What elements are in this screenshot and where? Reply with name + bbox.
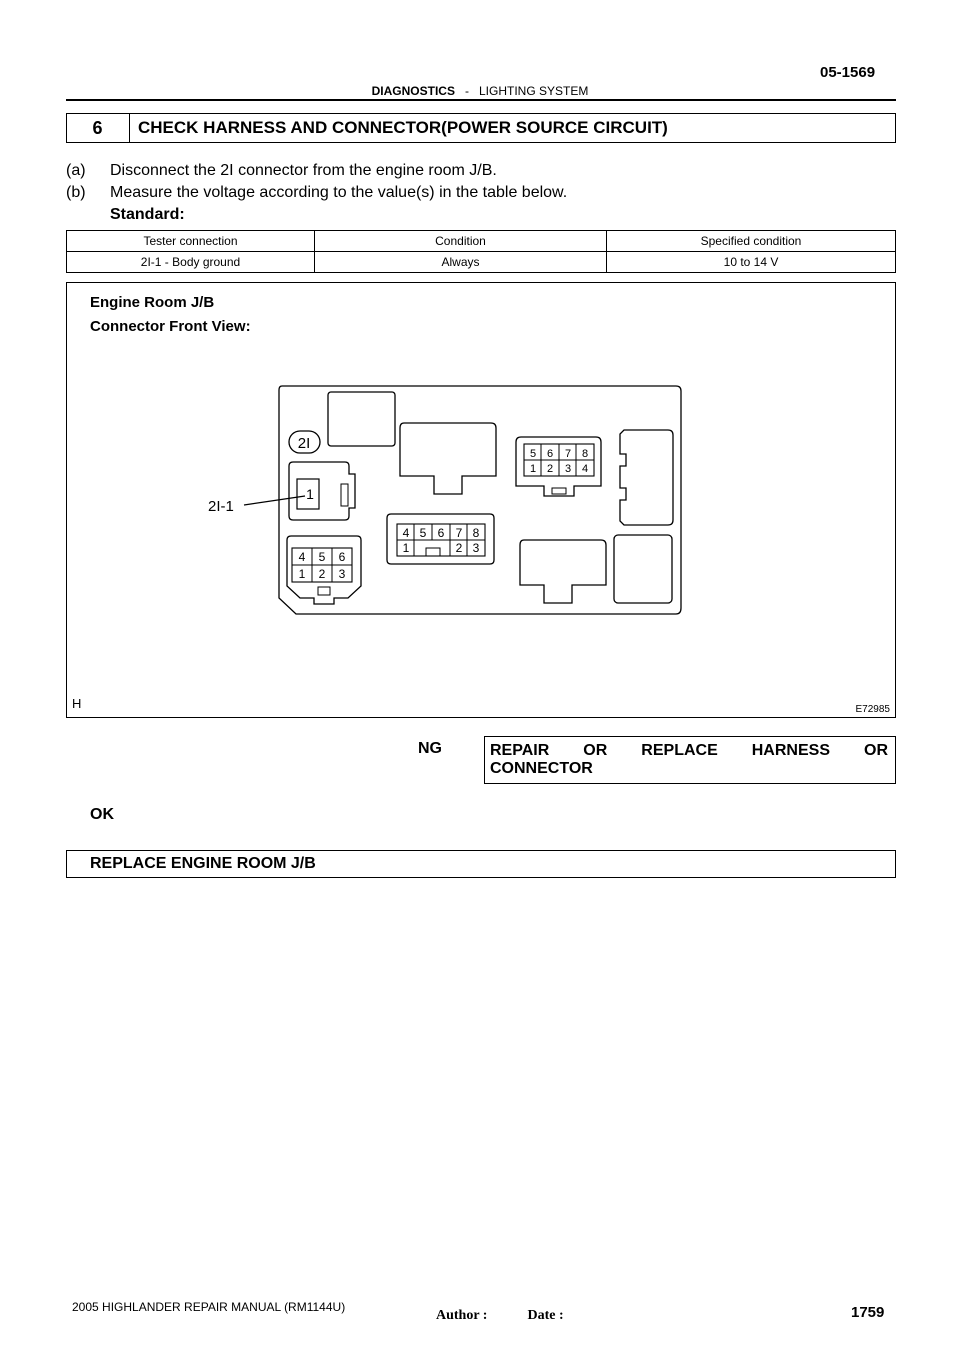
figure-title-line2: Connector Front View: bbox=[90, 318, 251, 335]
step-title: CHECK HARNESS AND CONNECTOR(POWER SOURCE CIRCUIT) bbox=[138, 118, 668, 137]
figure-title-line1: Engine Room J/B bbox=[90, 294, 215, 311]
relay-slot bbox=[520, 540, 606, 603]
connector-b-pin: 2 bbox=[455, 541, 463, 555]
connector-a-pin: 3 bbox=[338, 567, 346, 581]
manual-footer: 2005 HIGHLANDER REPAIR MANUAL (RM1144U) bbox=[72, 1300, 346, 1314]
pin-1-label: 1 bbox=[306, 486, 314, 502]
connector-a-pin: 5 bbox=[318, 550, 326, 564]
pin-callout-label: 2I-1 bbox=[208, 498, 234, 515]
ng-tag: NG bbox=[418, 740, 442, 757]
ok-tag: OK bbox=[90, 806, 114, 823]
instruction-text: Disconnect the 2I connector from the engine room J/B. bbox=[110, 162, 497, 179]
connector-c-pin: 1 bbox=[529, 463, 537, 475]
connector-b-pin: 1 bbox=[402, 541, 410, 555]
connector-a-pin: 2 bbox=[318, 567, 326, 581]
connector-a-pin: 1 bbox=[298, 567, 306, 581]
table-cell: 10 to 14 V bbox=[607, 252, 896, 273]
connector-b-pin: 4 bbox=[402, 526, 410, 540]
page-number: 05-1569 bbox=[820, 64, 876, 81]
figure-corner-mark: H bbox=[72, 696, 82, 711]
header-separator: - bbox=[464, 84, 469, 98]
connector-b-pin: 7 bbox=[455, 526, 463, 540]
connector-tag: 2I bbox=[297, 435, 311, 452]
table-cell: Always bbox=[315, 252, 607, 273]
table-header-cell: Tester connection bbox=[67, 231, 315, 252]
connector-c-pin: 6 bbox=[546, 448, 554, 460]
table-header-cell: Condition bbox=[315, 231, 607, 252]
table-header-cell: Specified condition bbox=[607, 231, 896, 252]
connector-c-pin: 7 bbox=[564, 448, 572, 460]
author-date bbox=[436, 1308, 564, 1324]
instruction-text: Measure the voltage according to the value(s) in the table below. bbox=[110, 184, 568, 201]
connector-a-pin: 4 bbox=[298, 550, 306, 564]
ng-action-line1: REPAIR OR REPLACE HARNESS OR bbox=[490, 742, 888, 759]
header-section: DIAGNOSTICS bbox=[371, 84, 455, 98]
connector-b-pin: 5 bbox=[419, 526, 427, 540]
relay-slot bbox=[614, 535, 672, 603]
relay-slot bbox=[328, 392, 395, 446]
standard-label: Standard: bbox=[110, 206, 185, 223]
connector-2i bbox=[289, 462, 355, 520]
connector-b-pin: 3 bbox=[472, 541, 480, 555]
ng-action-line2: CONNECTOR bbox=[490, 760, 593, 777]
relay-slot bbox=[620, 430, 673, 525]
footer-page-number: 1759 bbox=[851, 1304, 885, 1321]
connector-c-pin: 2 bbox=[546, 463, 554, 475]
instruction-label: (b) bbox=[66, 184, 86, 201]
instruction-label: (a) bbox=[66, 162, 86, 179]
date-label: Date : bbox=[527, 1308, 564, 1323]
callout-leader-line bbox=[244, 496, 305, 505]
step-number: 6 bbox=[66, 113, 130, 143]
connector-c-pin: 3 bbox=[564, 463, 572, 475]
relay-slot bbox=[400, 423, 496, 494]
connector-c-pin: 5 bbox=[529, 448, 537, 460]
table-cell: 2I-1 - Body ground bbox=[67, 252, 315, 273]
connector-a-pin: 6 bbox=[338, 550, 346, 564]
author-label: Author : bbox=[436, 1308, 488, 1323]
connector-b-pin: 8 bbox=[472, 526, 480, 540]
figure-id: E72985 bbox=[855, 704, 890, 715]
connector-c-pin: 4 bbox=[581, 463, 589, 475]
connector-b-pin: 6 bbox=[437, 526, 445, 540]
connector-c-pin: 8 bbox=[581, 448, 589, 460]
ok-action: REPLACE ENGINE ROOM J/B bbox=[90, 855, 316, 872]
lock-tab bbox=[341, 484, 348, 506]
header-subsection: LIGHTING SYSTEM bbox=[478, 84, 589, 98]
